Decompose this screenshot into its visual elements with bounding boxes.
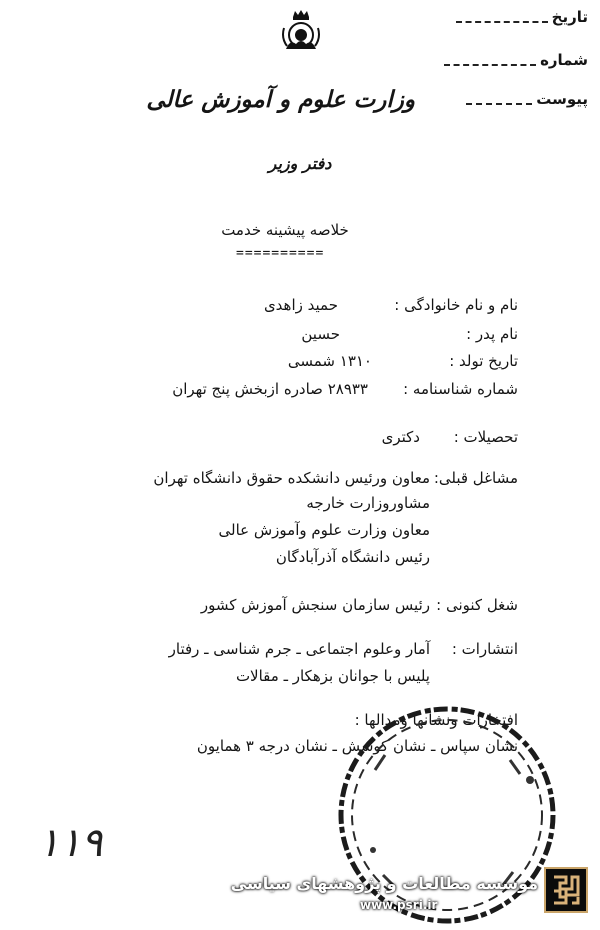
education-label: تحصیلات : (453, 428, 518, 446)
birth-value: ۱۳۱۰ شمسی (287, 352, 372, 370)
date-label: تاریخ (551, 8, 588, 26)
circular-stamp-icon (325, 700, 575, 930)
handwritten-number: ۱۱۹ (38, 820, 103, 866)
lion-and-sun-emblem-icon (280, 8, 322, 60)
publications-line: آمار وعلوم اجتماعی ـ جرم شناسی ـ رفتار (168, 640, 430, 658)
number-row (444, 51, 588, 69)
previous-job-item: مشاوروزارت خارجه (306, 494, 430, 512)
psri-logo-icon (544, 867, 588, 913)
honors-value: نشان سپاس ـ نشان کوشش ـ نشان درجه ۳ همایون (196, 737, 518, 755)
number-line (444, 60, 536, 66)
ministry-name: وزارت علوم و آموزش عالی (146, 86, 415, 113)
current-job-value: رئیس سازمان سنجش آموزش کشور (200, 596, 430, 614)
attachment-label: پیوست (536, 90, 588, 108)
date-line (456, 17, 548, 23)
father-label: نام پدر : (466, 325, 518, 343)
document-title: خلاصه پیشینه خدمت (221, 221, 349, 239)
current-job-label: شغل کنونی : (436, 596, 518, 614)
institute-url: www.psri.ir (360, 898, 438, 912)
father-value: حسین (301, 325, 340, 343)
previous-jobs-label: مشاغل قبلی: (433, 469, 518, 487)
name-value: حمید زاهدی (263, 296, 338, 314)
previous-job-item: رئیس دانشگاه آذرآبادگان (275, 548, 430, 566)
title-underline: ========== (236, 246, 325, 261)
honors-label: افتخارات ونشانها ومدالها : (354, 711, 518, 729)
institute-name: موسسه مطالعات و پژوهشهای سیاسی (230, 874, 538, 893)
attachment-row (466, 90, 588, 108)
name-label: نام و نام خانوادگی : (394, 296, 518, 314)
number-label: شماره (540, 51, 588, 69)
id-value: ۲۸۹۳۳ صادره ازبخش پنج تهران (172, 380, 368, 398)
birth-label: تاریخ تولد : (449, 352, 518, 370)
education-value: دکتری (381, 428, 420, 446)
publications-line: پلیس با جوانان بزهکار ـ مقالات (235, 667, 430, 685)
id-label: شماره شناسنامه : (403, 380, 518, 398)
publications-label: انتشارات : (451, 640, 518, 658)
previous-job-item: معاون ورئیس دانشکده حقوق دانشگاه تهران (153, 469, 430, 487)
date-row (456, 8, 588, 26)
previous-job-item: معاون وزارت علوم وآموزش عالی (218, 521, 430, 539)
attachment-line (466, 99, 532, 105)
office-name: دفتر وزیر (268, 154, 332, 173)
